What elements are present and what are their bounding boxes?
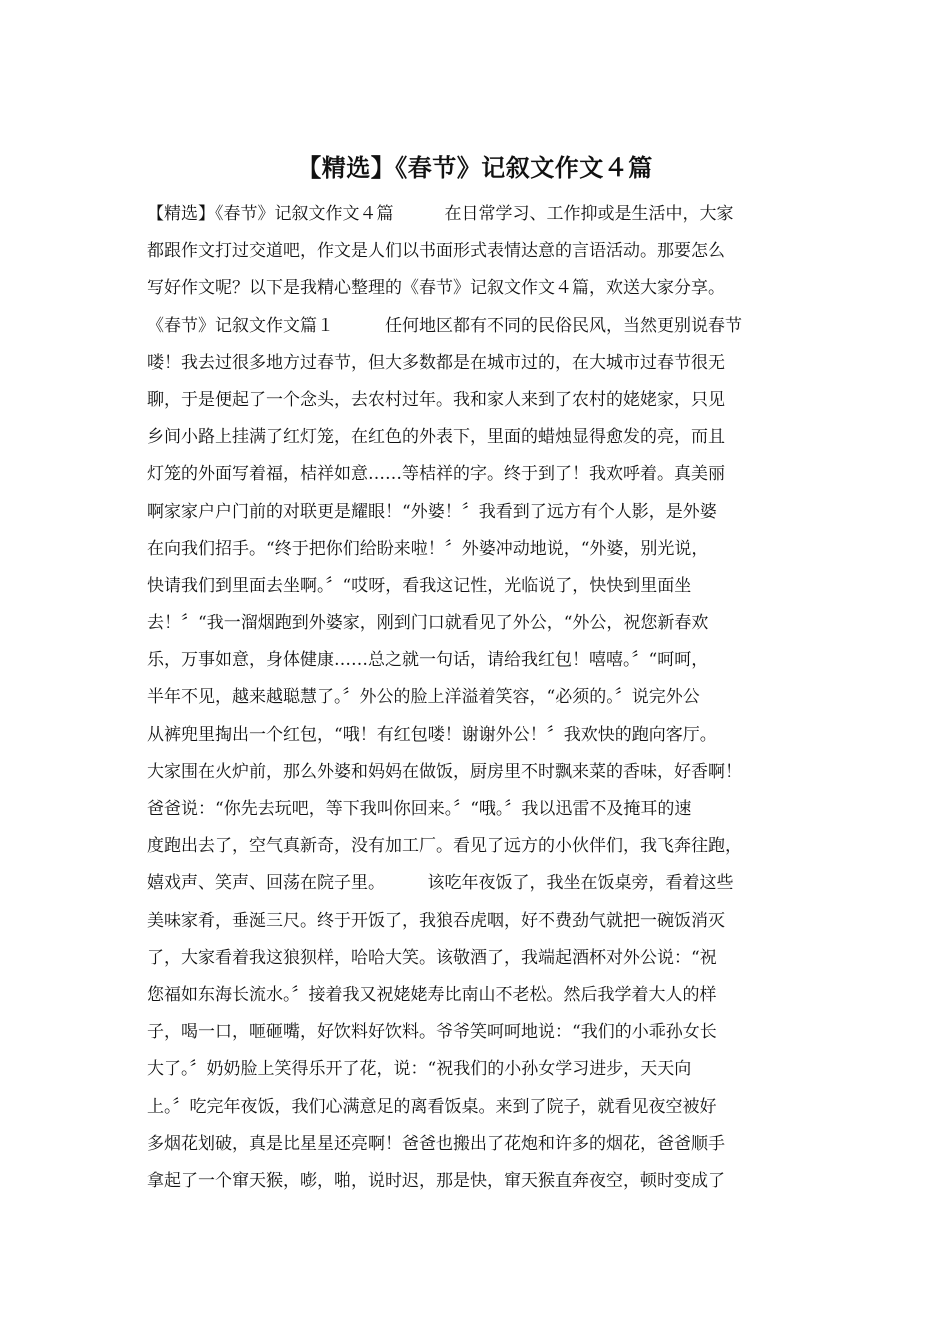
body-line: 喽！我去过很多地方过春节，但大多数都是在城市过的，在大城市过春节很无 [147, 352, 725, 373]
body-line: 灯笼的外面写着福，桔祥如意……等桔祥的字。终于到了！我欢呼着。真美丽 [147, 464, 725, 485]
body-line: 快请我们到里面去坐啊。〞“哎呀，看我这记性，光临说了，快快到里面坐 [147, 575, 692, 596]
body-line: 写好作文呢？以下是我精心整理的《春节》记叙文作文４篇，欢送大家分享。 [147, 278, 725, 299]
body-line: 都跟作文打过交道吧，作文是人们以书面形式表情达意的言语活动。那要怎么 [147, 241, 725, 262]
body-line: 了，大家看着我这狼狈样，哈哈大笑。该敬酒了，我端起酒杯对外公说：“祝 [147, 947, 717, 968]
body-line: 大了。〞奶奶脸上笑得乐开了花，说：“祝我们的小孙女学习进步，天天向 [147, 1059, 692, 1080]
body-line: 乐，万事如意，身体健康……总之就一句话，请给我红包！嘻嘻。〞“呵呵， [147, 650, 709, 671]
body-line: 去！〞“我一溜烟跑到外婆家，刚到门口就看见了外公，“外公，祝您新春欢 [147, 613, 709, 634]
body-line: 拿起了一个窜天猴，嘭，啪，说时迟，那是快，窜天猴直奔夜空，顿时变成了 [147, 1170, 725, 1191]
body-line: 【精选】《春节》记叙文作文４篇 在日常学习、工作抑或是生活中，大家 [147, 204, 734, 224]
document-body [147, 196, 827, 1200]
body-line: 在向我们招手。“终于把你们给盼来啦！〞外婆冲动地说，“外婆，别光说， [147, 538, 709, 559]
body-line: 上。〞吃完年夜饭，我们心满意足的离看饭桌。来到了院子，就看见夜空被好 [147, 1096, 717, 1117]
body-line: 嬉戏声、笑声、回荡在院子里。 该吃年夜饭了，我坐在饭桌旁，看着这些 [147, 873, 734, 894]
document-title: 【精选】《春节》记叙文作文４篇 [297, 154, 653, 182]
body-line: 子，喝一口，咂砸嘴，好饮料好饮料。爷爷笑呵呵地说：“我们的小乖孙女长 [147, 1022, 717, 1043]
body-line: 半年不见，越来越聪慧了。〞外公的脸上洋溢着笑容，“必须的。〞说完外公 [147, 687, 700, 708]
body-line: 从裤兜里掏出一个红包，“哦！有红包喽！谢谢外公！〞我欢快的跑向客厅。 [147, 724, 717, 745]
body-line: 啊家家户户门前的对联更是耀眼！“外婆！〞我看到了远方有个人影，是外婆 [147, 501, 717, 522]
body-line: 美味家肴，垂涎三尺。终于开饭了，我狼吞虎咽，好不费劲气就把一碗饭消灭 [147, 910, 725, 931]
body-line: 大家围在火炉前，那么外婆和妈妈在做饭，厨房里不时飘来菜的香味，好香啊！ [147, 761, 742, 782]
body-line: 《春节》记叙文作文篇１ 任何地区都有不同的民俗民风，当然更别说春节 [147, 315, 742, 336]
body-line: 多烟花划破，真是比星星还亮啊！爸爸也搬出了花炮和许多的烟花，爸爸顺手 [147, 1133, 725, 1154]
body-line: 您福如东海长流水。〞接着我又祝姥姥寿比南山不老松。然后我学着大人的样 [147, 984, 717, 1005]
body-line: 乡间小路上挂满了红灯笼，在红色的外表下，里面的蜡烛显得愈发的亮，而且 [147, 427, 725, 448]
body-line: 聊，于是便起了一个念头，去农村过年。我和家人来到了农村的姥姥家，只见 [147, 389, 725, 410]
body-line: 爸爸说：“你先去玩吧，等下我叫你回来。〞“哦。〞我以迅雷不及掩耳的速 [147, 799, 692, 819]
body-line: 度跑出去了，空气真新奇，没有加工厂。看见了远方的小伙伴们，我飞奔往跑， [147, 836, 742, 857]
